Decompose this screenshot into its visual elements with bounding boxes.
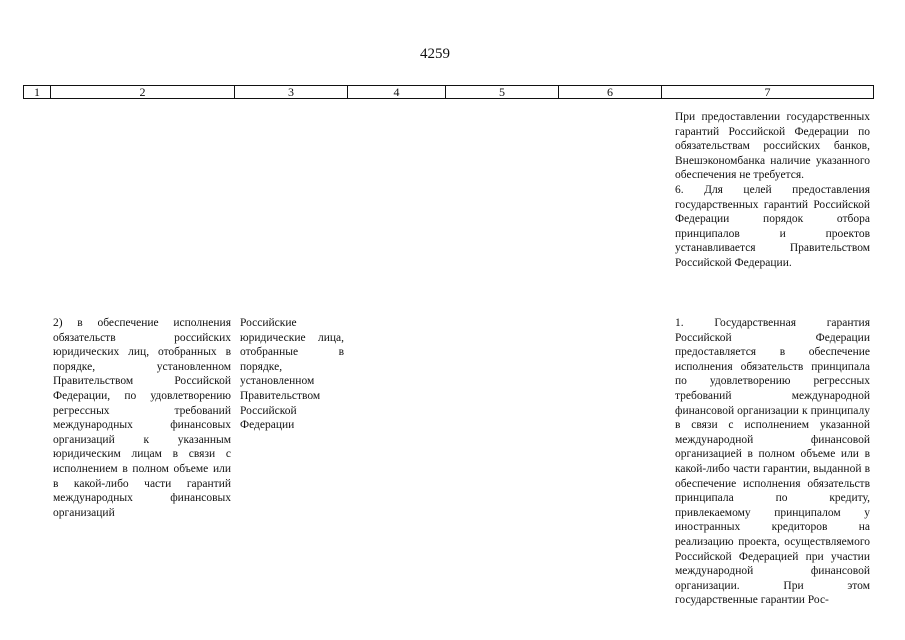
header-col-1: 1 — [24, 86, 51, 99]
page-number: 4259 — [420, 46, 450, 62]
col2-block2 — [53, 316, 231, 520]
col7-paragraph: 6. Для целей предоставления государственных гарантий Российской Федерации порядок отбора принципалов и проектов устанавливается Правительством Российской Федерации. — [675, 183, 870, 269]
col7-paragraph: При предоставлении государственных гарантий Российской Федерации по обязательствам российских банков, Внешэкономбанка наличие указанного обеспечения не требуется. — [675, 111, 870, 182]
header-col-3: 3 — [235, 86, 348, 99]
col3-block2 — [240, 316, 344, 433]
header-col-6: 6 — [559, 86, 662, 99]
header-col-7: 7 — [662, 86, 874, 99]
col7-block2 — [675, 316, 870, 608]
header-col-4: 4 — [348, 86, 446, 99]
header-col-5: 5 — [446, 86, 559, 99]
column-number-header — [23, 85, 874, 99]
col7-paragraph: 1. Государственная гарантия Российской Федерации предоставляется в обеспечение исполнения обязательств принципала по удовлетворению регрессных требований международной финансовой организации к принципалу в связи с исполнением указанной международной финансовой организацией в полном объеме или в какой-либо части гарантии, выданной в обеспечение исполнения обязательств принципала по кредиту, привлекаемому принципалом у иностранных кредиторов на реализацию проекта, осуществляемого Российской Федерацией при участии международной финансовой организации. При этом государственные гарантии Рос- — [675, 317, 870, 607]
col2-paragraph: 2) в обеспечение исполнения обязательств российских юридических лиц, отобранных в порядке, установленном Правительством Российской Федерации, по удовлетворению регрессных требований международных финансовых организаций к указанным юридическим лицам в связи с исполнением в полном объеме или в какой-либо части гарантий международных финансовых организаций — [53, 317, 231, 519]
col3-paragraph: Российские юридические лица, отобранные в порядке, установленном Правительством Российской Федерации — [240, 317, 344, 432]
header-col-2: 2 — [51, 86, 235, 99]
col7-block1 — [675, 110, 870, 271]
